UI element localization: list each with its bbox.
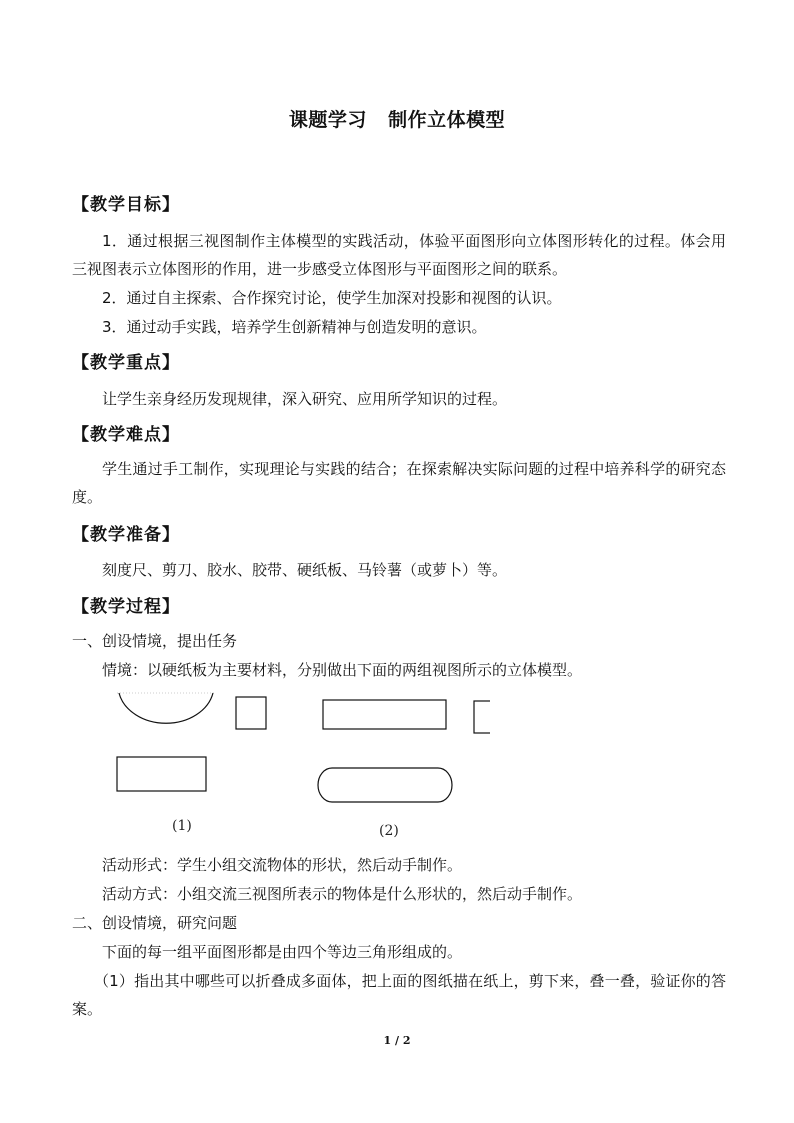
part2-intro: 下面的每一组平面图形都是由四个等边三角形组成的。 bbox=[102, 943, 463, 961]
objectives-heading: 【教学目标】 bbox=[72, 195, 180, 215]
objective-item-2: 2．通过自主探索、合作探究讨论，使学生加深对投影和视图的认识。 bbox=[102, 289, 562, 307]
small-square-side-view-2 bbox=[474, 701, 490, 733]
page-number: 1 / 2 bbox=[383, 1034, 411, 1047]
activity-method-text: 活动方式：小组交流三视图所表示的物体是什么形状的，然后动手制作。 bbox=[102, 885, 583, 903]
long-rectangle-front-view bbox=[323, 700, 446, 729]
objective-item-1: 1．通过根据三视图制作主体模型的实践活动，体验平面图形向立体图形转化的过程。体会用三视图表示立体图形的作用，进一步感受立体图形与平面图形之间的联系。 bbox=[72, 232, 726, 278]
difficulties-heading: 【教学难点】 bbox=[72, 425, 180, 445]
difficulties-text: 学生通过手工制作，实现理论与实践的结合；在探索解决实际问题的过程中培养科学的研究态度。 bbox=[72, 460, 726, 506]
semicircle-front-view bbox=[119, 693, 213, 723]
process-heading: 【教学过程】 bbox=[72, 597, 180, 617]
part2-heading: 二、创设情境，研究问题 bbox=[72, 914, 238, 932]
three-view-drawings bbox=[110, 690, 490, 845]
figure-label-2: (2) bbox=[379, 823, 399, 839]
part1-heading: 一、创设情境，提出任务 bbox=[72, 632, 238, 650]
rounded-rectangle-top-view bbox=[318, 768, 452, 802]
activity-form-text: 活动形式：学生小组交流物体的形状，然后动手制作。 bbox=[102, 856, 463, 874]
key-points-text: 让学生亲身经历发现规律，深入研究、应用所学知识的过程。 bbox=[102, 390, 508, 408]
page-title: 课题学习 制作立体模型 bbox=[288, 109, 506, 131]
small-square-side-view-1 bbox=[236, 697, 266, 729]
preparation-text: 刻度尺、剪刀、胶水、胶带、硬纸板、马铃薯（或萝卜）等。 bbox=[102, 561, 508, 579]
objective-item-3: 3．通过动手实践，培养学生创新精神与创造发明的意识。 bbox=[102, 318, 487, 336]
figure-label-1: (1) bbox=[172, 818, 192, 834]
preparation-heading: 【教学准备】 bbox=[72, 525, 180, 545]
three-view-figure bbox=[110, 690, 490, 849]
part2-question-1: （1）指出其中哪些可以折叠成多面体，把上面的图纸描在纸上，剪下来，叠一叠，验证你的答案。 bbox=[72, 972, 726, 1018]
key-points-heading: 【教学重点】 bbox=[72, 353, 180, 373]
situation-text: 情境：以硬纸板为主要材料，分别做出下面的两组视图所示的立体模型。 bbox=[102, 661, 583, 679]
rectangle-top-view-1 bbox=[117, 757, 206, 791]
